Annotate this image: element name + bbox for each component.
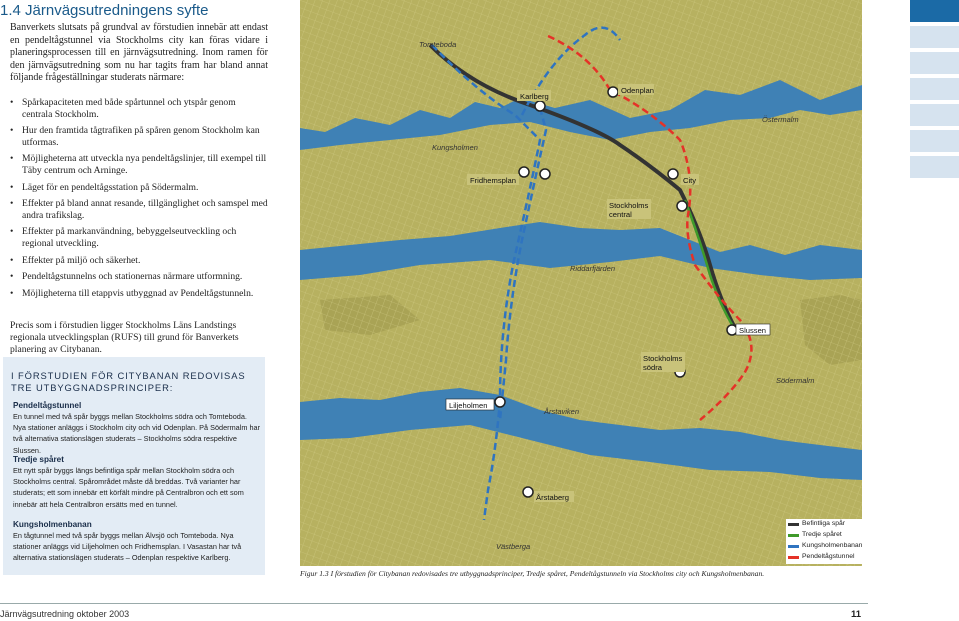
legend-item-pendel [788, 552, 862, 562]
label-ostermalm: Östermalm [762, 115, 799, 124]
fact-box-title: I FÖRSTUDIEN FÖR CITYBANAN REDOVISAS TRE UTBYGGNADSPRINCIPER: [11, 370, 246, 393]
station-liljeholmen-marker [495, 397, 505, 407]
fact-section-heading: Tredje spåret [13, 455, 64, 464]
legend-label: Tredje spåret [802, 531, 842, 538]
station-arstaberg-marker [523, 487, 533, 497]
question-list [10, 97, 268, 304]
section-tab[interactable] [910, 104, 959, 126]
label-sodermalm: Södermalm [776, 376, 815, 385]
legend-item-befintliga [788, 519, 862, 529]
label-arstaviken: Årstaviken [544, 407, 580, 416]
label-kungsholmen: Kungsholmen [432, 143, 478, 152]
map-legend [786, 519, 862, 564]
list-item: • Möjligheterna att utveckla nya pendeltågslinjer, till exempel till Täby centrum och Arninge. [10, 153, 268, 176]
section-tab[interactable] [910, 78, 959, 100]
list-item: • Hur den framtida tågtrafiken på spåren genom Stockholm kan utformas. [10, 125, 268, 148]
fact-section-tredje-sparet [13, 454, 261, 510]
label-odenplan: Odenplan [621, 86, 654, 95]
section-tab[interactable] [910, 26, 959, 48]
list-item: • Läget för en pendeltågsstation på Södermalm. [10, 182, 268, 194]
fact-section-text: En tunnel med två spår byggs mellan Stockholms södra och Tomteboda. Nya stationer anläggs i Stockholm city och vid Odenplan. På Södermalm har två alternativa stationslägen studerats – Stockholms södra respektive Slussen. [13, 412, 261, 455]
label-slussen: Slussen [739, 326, 767, 335]
label-stockholms-central-1: Stockholms [609, 201, 649, 210]
fact-section-text: En tågtunnel med två spår byggs mellan Älvsjö och Tomteboda. Nya stationer anläggs vid Liljeholmen och Fridhemsplan. I Vasastan har två alternativa stationslägen studerats – Odenplan respektive Karlberg. [13, 531, 242, 563]
label-stockholms-sodra-1: Stockholms [643, 354, 683, 363]
section-tab[interactable] [910, 52, 959, 74]
legend-swatch [788, 556, 799, 559]
fact-section-pendeltagstunnel [13, 400, 261, 456]
section-tab[interactable] [910, 130, 959, 152]
street-grid [300, 0, 862, 566]
fact-box [3, 357, 265, 575]
section-heading: 1.4 Järnvägsutredningens syfte [0, 2, 209, 19]
list-item: • Pendeltågstunnelns och stationernas närmare utformning. [10, 271, 268, 283]
fact-section-kungsholmenbanan [13, 519, 261, 564]
station-fridhemsplan-marker-2 [540, 169, 550, 179]
list-item: • Möjligheterna till etappvis utbyggnad av Pendeltågstunneln. [10, 288, 268, 300]
label-stockholms-sodra-2: södra [643, 363, 662, 372]
legend-swatch [788, 523, 799, 526]
legend-swatch [788, 534, 799, 537]
label-fridhemsplan: Fridhemsplan [470, 176, 517, 185]
label-vastberga: Västberga [496, 542, 531, 551]
station-city-marker [668, 169, 678, 179]
legend-label: Pendeltågstunnel [802, 553, 855, 560]
label-city: City [683, 176, 697, 185]
footer-divider [0, 603, 868, 604]
legend-item-tredje [788, 530, 862, 540]
label-liljeholmen: Liljeholmen [449, 401, 488, 410]
label-arstaberg: Årstaberg [536, 493, 569, 502]
station-slussen-marker [727, 325, 737, 335]
fact-section-heading: Pendeltågstunnel [13, 401, 82, 410]
map-svg [300, 0, 862, 566]
label-karlberg: Karlberg [520, 92, 549, 101]
station-karlberg-marker [535, 101, 545, 111]
label-tomteboda: Tomteboda [419, 40, 457, 49]
label-stockholms-central-2: central [609, 210, 632, 219]
legend-item-kungsholmen [788, 541, 862, 551]
list-item: • Effekter på bland annat resande, tillgänglighet och samspel med andra trafikslag. [10, 198, 268, 221]
station-fridhemsplan-marker [519, 167, 529, 177]
closing-paragraph: Precis som i förstudien ligger Stockholms Läns Landstings regionala utvecklingsplan (RUFS) till grund för Banverkets planering av Citybanan. [10, 320, 239, 355]
section-tab[interactable] [910, 156, 959, 178]
legend-label: Kungsholmenbanan [802, 542, 862, 549]
list-item: • Effekter på markanvändning, bebyggelseutveckling och regional utveckling. [10, 226, 268, 249]
fact-section-text: Ett nytt spår byggs längs befintliga spår mellan Stockholm södra och Stockholms central. Spårområdet måste då breddas. Två varianter har studerats; ett som innebär ett körfält mindre på Centralbron och ett som innebär att hela Centralbron ersätts med en tunnel. [13, 466, 244, 509]
fact-section-heading: Kungsholmenbanan [13, 520, 92, 529]
list-item: • Effekter på miljö och säkerhet. [10, 255, 268, 267]
page-number: 11 [851, 609, 862, 620]
station-central-marker [677, 201, 687, 211]
figure-caption: Figur 1.3 I förstudien för Citybanan redovisades tre utbyggnadsprinciper, Tredje spåret, Pendeltågstunneln via Stockholms city och Kungsholmenbanan. [300, 569, 765, 578]
section-tabs [910, 0, 959, 621]
legend-label: Befintliga spår [802, 520, 846, 527]
station-odenplan-marker [608, 87, 618, 97]
footer-title: Järnvägsutredning oktober 2003 [0, 609, 130, 619]
section-tab-active[interactable] [910, 0, 959, 22]
route-map [300, 0, 862, 566]
legend-swatch [788, 545, 799, 548]
list-item: • Spårkapaciteten med både spårtunnel och ytspår genom centrala Stockholm. [10, 97, 268, 120]
intro-paragraph: Banverkets slutsats på grundval av förstudien innebär att endast en pendeltågstunnel via Stockholms city kan föras vidare i planeringsprocessen till en järnvägsutredning. Inom ramen för den järnvägsutredning som nu har tagits fram har bland annat följande frågeställningar studerats närmare: [10, 22, 268, 84]
label-riddarfjarden: Riddarfjärden [570, 264, 616, 273]
